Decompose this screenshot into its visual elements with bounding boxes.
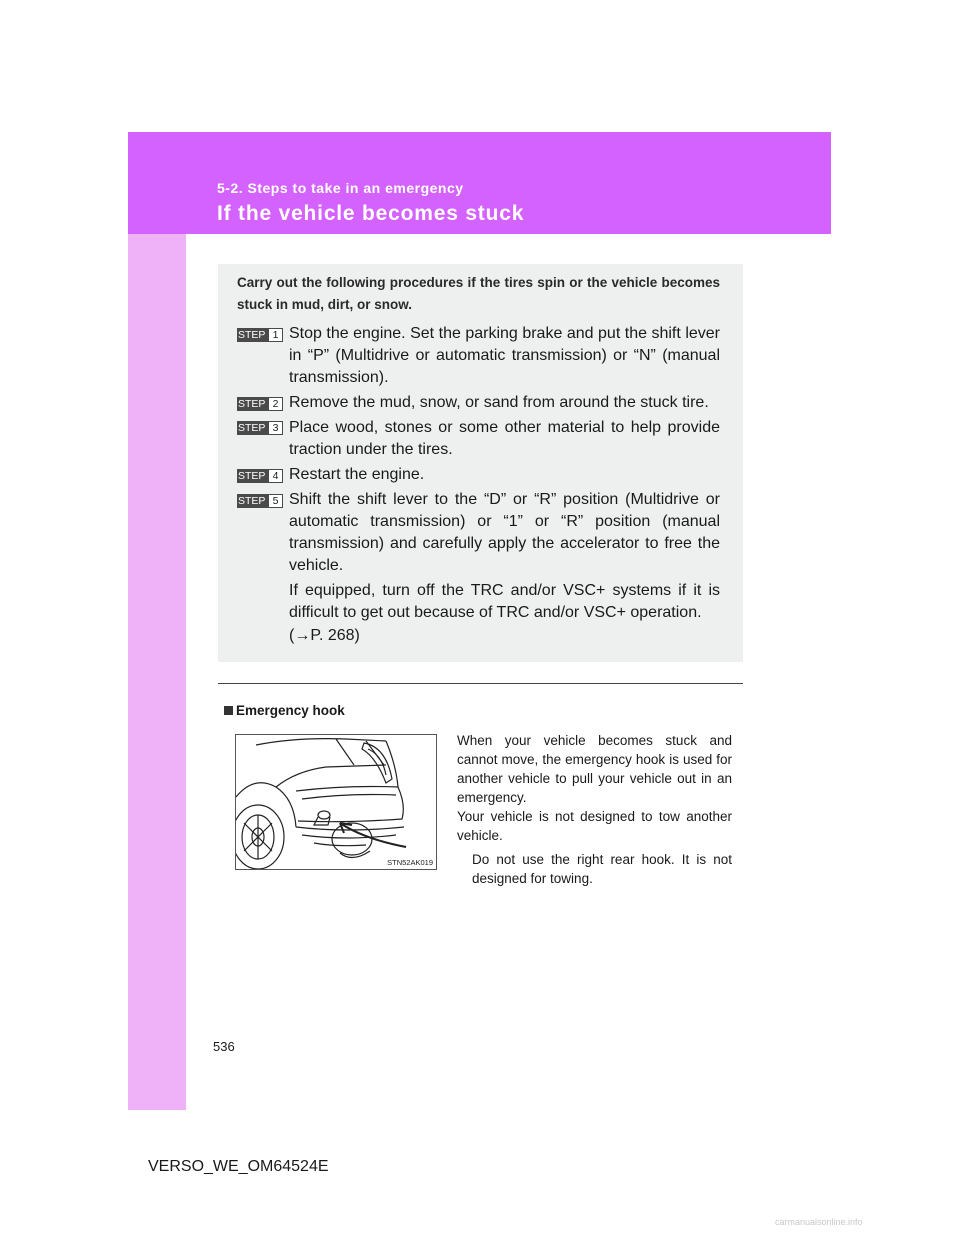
emergency-hook-heading: Emergency hook xyxy=(224,703,345,718)
hook-purpose-text: When your vehicle becomes stuck and cannot move, the emergency hook is used for another vehicle to pull your vehicle out in an emergency. xyxy=(457,733,732,805)
page-number: 536 xyxy=(213,1039,235,1054)
step-5-text: Shift the shift lever to the “D” or “R” position (Multidrive or automatic transmission) or “1” or “R” position (manual transmission) and carefully apply the accelerator to free the vehicle. xyxy=(289,491,720,574)
section-divider xyxy=(218,683,743,684)
procedure-intro: Carry out the following procedures if the tires spin or the vehicle becomes stuck in mud, dirt, or snow. xyxy=(237,275,720,312)
step-3-badge: STEP 3 xyxy=(237,421,283,435)
page-title: If the vehicle becomes stuck xyxy=(217,202,525,225)
document-code: VERSO_WE_OM64524E xyxy=(148,1158,329,1175)
site-watermark: carmanualsonline.info xyxy=(775,1217,863,1227)
step-2-text: Remove the mud, snow, or sand from around the stuck tire. xyxy=(289,394,709,411)
right-hook-note: Do not use the right rear hook. It is not designed for towing. xyxy=(472,852,732,886)
step-1-text: Stop the engine. Set the parking brake and put the shift lever in “P” (Multidrive or automatic transmission) or “N” (manual transmission). xyxy=(289,325,720,386)
step-5-badge: STEP 5 xyxy=(237,494,283,508)
figure-code: STN52AK019 xyxy=(387,858,433,867)
step-4-text: Restart the engine. xyxy=(289,466,425,483)
trc-vsc-note: If equipped, turn off the TRC and/or VSC+ systems if it is difficult to get out because of TRC and/or VSC+ operation. xyxy=(289,582,720,621)
section-label: 5-2. Steps to take in an emergency xyxy=(217,180,464,196)
rear-bumper-hook-drawing xyxy=(236,735,436,869)
square-bullet-icon xyxy=(224,706,233,715)
chapter-sidebar-tab xyxy=(128,132,186,1110)
step-3-text: Place wood, stones or some other material to help provide traction under the tires. xyxy=(289,419,720,458)
step-2-badge: STEP 2 xyxy=(237,397,283,411)
emergency-hook-description xyxy=(457,731,732,845)
step-1-badge: STEP 1 xyxy=(237,328,283,342)
emergency-hook-illustration xyxy=(235,734,437,870)
towing-warning-text: Your vehicle is not designed to tow another vehicle. xyxy=(457,809,732,843)
step-4-badge: STEP 4 xyxy=(237,469,283,483)
page-reference: (→P. 268) xyxy=(289,627,360,644)
